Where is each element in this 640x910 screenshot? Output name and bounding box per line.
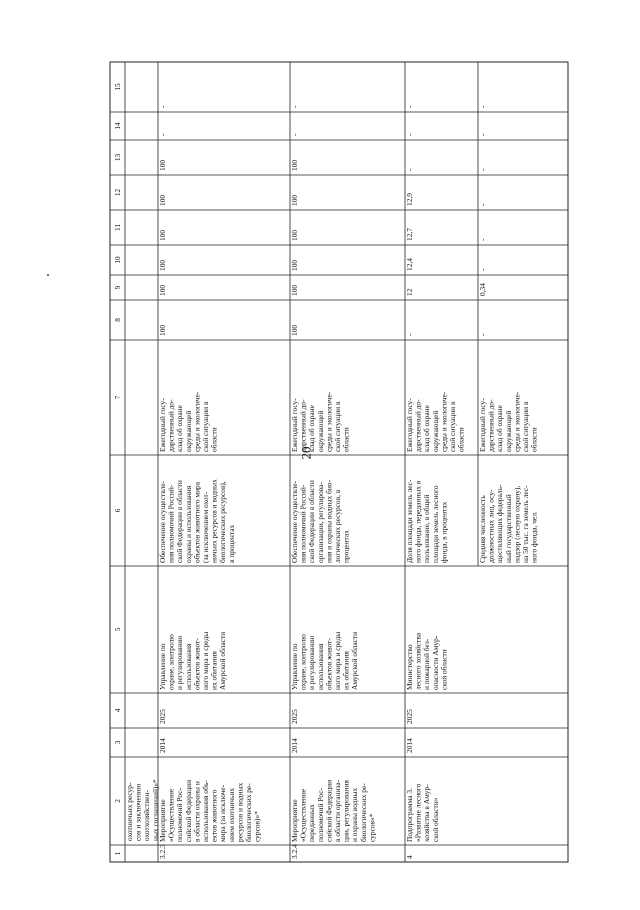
cell-text-line: ской ситуации в [521, 401, 530, 452]
cell-text-line: клад об охране [495, 405, 505, 452]
cell-text-line: 0,34 [478, 283, 487, 296]
cell-text-line: ресурсов и водных [235, 782, 245, 842]
cell-text-line: полномочий Рос- [175, 788, 185, 842]
indicator-value [405, 288, 414, 296]
cell-text-line: и пожарной без- [422, 638, 432, 690]
cell-text-line: 12,4 [405, 258, 414, 271]
cell-text-line: Мероприятие [290, 799, 299, 842]
cell-text-line: «Осуществление [166, 788, 176, 842]
indicator-value [478, 168, 487, 171]
cell-text-line: 100 [290, 194, 299, 206]
indicator-value [405, 105, 414, 108]
cell-text-line: - [478, 168, 487, 171]
cell-text-line: их обитания [209, 651, 219, 690]
cell-text-line: 100 [158, 229, 167, 241]
indicator-value [158, 105, 167, 108]
indicator-value [158, 133, 167, 136]
cell-text-line: должностных лиц, осу- [486, 489, 496, 563]
executor [290, 632, 359, 690]
cell-text-line: 100 [290, 229, 299, 241]
cell-text-line: ных соглашений)»* [150, 779, 160, 841]
cell-text-line: мира (за исключе- [218, 784, 228, 842]
cell-text-line: 12,7 [405, 228, 414, 241]
cell-text-line: - [405, 333, 414, 336]
cell-text-line: «Развитие лесного [413, 783, 423, 842]
cell-text-line: среды и экологиче- [439, 391, 449, 452]
indicator-value [290, 260, 299, 271]
indicator-value [290, 105, 299, 108]
cell-text-line: 12,9 [405, 193, 414, 206]
indicator-value [158, 195, 167, 206]
indicator-value [158, 230, 167, 241]
cell-text-line: охотничьих ресур- [125, 782, 134, 841]
cell-text-line: ния полномочий Россий- [166, 484, 176, 563]
indicator-value [290, 133, 299, 136]
cell-text-line: Подпрограмма 3. [405, 788, 414, 842]
start-year [405, 738, 414, 753]
cell-text-line: 100 [290, 259, 299, 271]
indicator-source [478, 391, 539, 452]
cell-text-line: Ежегодный госу- [478, 398, 487, 452]
indicator-value [405, 193, 414, 206]
row-name [290, 779, 376, 842]
cell-text-line: - [405, 168, 414, 171]
cell-text-line: ния и охраны водных био- [324, 480, 334, 563]
cell-text-line: использования [183, 643, 193, 690]
cell-text-line: - [405, 133, 414, 136]
cell-text-line: биологических ре- [358, 783, 368, 842]
cell-text-line: - [478, 203, 487, 206]
header-number: 5 [114, 627, 122, 632]
cell-text-line: - [290, 133, 299, 136]
cell-text-line: - [478, 268, 487, 271]
row-number [158, 844, 167, 859]
cell-text-line: и охраны водных [350, 787, 360, 842]
indicator-value [405, 168, 414, 171]
indicator-source [290, 391, 351, 452]
cell-text-line: 2025 [158, 709, 167, 724]
cell-text-line: сурсов)»* [252, 811, 262, 842]
cell-text-line: дарственный до- [486, 399, 496, 452]
cell-text-line: Мероприятие [158, 799, 167, 842]
cell-text-line: фонда, в процентах [439, 501, 449, 563]
executor [158, 632, 227, 690]
cell-text-line: в области организа- [333, 779, 342, 842]
cell-text-line: сов и заключению [133, 783, 143, 841]
header-number: 12 [114, 188, 122, 197]
cell-text-line: ного мира и среды [201, 631, 210, 690]
indicator-value [158, 325, 167, 336]
cell-text-line: окружающей [183, 410, 193, 452]
cell-text-line: ществляющих федераль- [495, 484, 505, 563]
cell-text-line: 2025 [290, 709, 299, 724]
cell-text-line: дарственный до- [298, 399, 308, 452]
cell-text-line: - [290, 105, 299, 108]
cell-text-line: 100 [158, 324, 167, 336]
cell-text-line: Обеспечение осуществле- [158, 480, 167, 563]
cell-text-line: 12 [405, 288, 414, 296]
cell-text-line: полномочий Рос- [315, 788, 325, 842]
cell-text-line: процентах [341, 530, 351, 563]
cell-text-line: клад об охране [422, 405, 432, 452]
cell-text-line: охраны и использования [183, 485, 193, 563]
cell-text-line: ской области [439, 649, 449, 690]
cell-text-line: и регулированию [307, 635, 317, 690]
indicator-value [478, 203, 487, 206]
cell-text-line: Амурской области [350, 631, 360, 690]
cell-text-line: пользование, в общей [422, 494, 432, 563]
cell-text-line: ской ситуации в [448, 401, 457, 452]
header-number: 13 [114, 153, 122, 162]
cell-text-line: ской Федерации в области [307, 480, 317, 563]
indicator-value [478, 238, 487, 241]
cell-text-line: и регулированию [175, 635, 185, 690]
cell-text-line: Ежегодный госу- [158, 398, 167, 452]
header-number: 10 [114, 256, 122, 264]
cell-text-line: среды и экологиче- [512, 391, 522, 452]
cell-text-line: ничьих ресурсов и водных [209, 479, 219, 563]
cell-text-line: 3.2.4 [290, 844, 299, 859]
indicator-value [405, 133, 414, 136]
cell-text-line: объектов живот- [192, 638, 202, 690]
cell-text-line: 2025 [405, 709, 414, 724]
cell-text-line: дарственный до- [166, 399, 176, 452]
cell-text-line: нием охотничьих [226, 787, 236, 842]
indicator-value [405, 258, 414, 271]
cell-text-line: использования [315, 643, 325, 690]
cell-text-line: биологических ресурсов), [218, 481, 228, 563]
cell-text-line: ции, регулирования [341, 780, 351, 842]
indicator-value [405, 228, 414, 241]
cell-text-line: Управление по [158, 643, 167, 690]
cell-text-line: 100 [290, 324, 299, 336]
cell-text-line: ного мира и среды [333, 631, 342, 690]
cell-text-line: области [209, 427, 219, 452]
cell-text-line: объектов живот- [324, 638, 334, 690]
cell-text-line: Обеспечение осуществле- [290, 480, 299, 563]
cell-text-line: - [405, 105, 414, 108]
cell-text-line: площади земель лесного [430, 485, 440, 563]
end-year [158, 709, 167, 724]
cell-text-line: ного фонда, чел. [529, 511, 539, 563]
indicator-value [478, 133, 487, 136]
cell-text-line: сурсов»* [367, 813, 377, 842]
cell-text-line: лесного хозяйства [413, 632, 423, 690]
cell-text-line: среды и экологиче- [192, 391, 202, 452]
indicator-name [405, 479, 448, 563]
cell-text-line: окружающей [503, 410, 513, 452]
cell-text-line: переданных [307, 804, 317, 842]
cell-text-line: - [158, 133, 167, 136]
cell-text-line: сийской Федерации [183, 779, 193, 842]
cell-text-line: 100 [158, 159, 167, 171]
cell-text-line: 2014 [290, 738, 299, 753]
cell-text-line: (за исключением охот- [201, 491, 210, 563]
indicator-value [158, 285, 167, 296]
cell-text-line: надзор (лесную охрану), [512, 485, 522, 563]
cell-text-line: 100 [290, 284, 299, 296]
cell-text-line: Амурской области [218, 631, 228, 690]
cell-text-line: логических ресурсов, в [333, 489, 342, 563]
end-year [405, 709, 414, 724]
table-border [110, 62, 568, 862]
cell-text-line: области [341, 427, 351, 452]
cell-text-line: клад об охране [175, 405, 185, 452]
cell-text-line: «Осуществление [298, 788, 308, 842]
cell-text-line: их обитания [341, 651, 351, 690]
indicator-name [158, 479, 236, 563]
page-number: 20 [298, 446, 314, 460]
indicator-value [290, 160, 299, 171]
row-name [158, 780, 262, 842]
cell-text-line: - [478, 333, 487, 336]
header-number: 8 [114, 318, 122, 322]
header-number: 1 [114, 851, 122, 856]
cell-text-line: - [478, 105, 487, 108]
cell-text-line: ской ситуации в [333, 401, 342, 452]
cell-text-line: Ежегодный госу- [290, 398, 299, 452]
indicator-value [290, 285, 299, 296]
header-number: 2 [114, 799, 122, 803]
cell-text-line: Средняя численность [478, 495, 487, 563]
indicator-value [478, 283, 487, 296]
cell-text-line: 100 [158, 194, 167, 206]
row-number [405, 855, 414, 859]
cell-text-line: - [478, 238, 487, 241]
cell-text-line: области [456, 427, 466, 452]
cell-text-line: 100 [158, 259, 167, 271]
cell-text-line: на 50 тыс. га земель лес- [521, 485, 530, 563]
cell-text-line: среды и экологиче- [324, 391, 334, 452]
cell-text-line: объектов животного мира [192, 481, 202, 563]
indicator-value [290, 325, 299, 336]
cell-text-line: ный государственный [503, 494, 513, 563]
row-name [405, 783, 440, 842]
cell-text-line: организации, регулирова- [315, 482, 325, 563]
cell-text-line: Ежегодный госу- [405, 398, 414, 452]
cell-text-line: биологических ре- [244, 783, 253, 842]
cell-text-line: клад об охране [307, 405, 317, 452]
indicator-value [290, 195, 299, 206]
indicator-value [158, 260, 167, 271]
cell-text-line: сийской Федерации [324, 779, 334, 842]
cell-text-line: ектов животного [209, 789, 219, 842]
indicator-source [158, 391, 219, 452]
cell-text-line: ской ситуации в [201, 401, 210, 452]
indicator-value [405, 333, 414, 336]
end-year [290, 709, 299, 724]
header-number: 7 [114, 395, 122, 400]
indicator-value [478, 105, 487, 108]
cell-text-line: Управление по [290, 643, 299, 690]
indicator-source [405, 391, 466, 452]
start-year [290, 738, 299, 753]
cell-text-line: хозяйства в Амур- [422, 784, 432, 842]
cell-text-line: ния полномочий Россий- [298, 484, 308, 563]
cell-text-line: охотхозяйствен- [142, 790, 152, 841]
cell-text-line: ской области» [430, 797, 440, 842]
header-number: 15 [114, 83, 122, 91]
executor [405, 632, 448, 690]
indicator-value [478, 333, 487, 336]
indicator-value [478, 268, 487, 271]
cell-text-line: ской Федерации в области [175, 480, 185, 563]
cell-text-line: Доля площади земель лес- [405, 479, 414, 563]
indicator-value [158, 160, 167, 171]
cell-text-line: - [158, 105, 167, 108]
indicator-name [290, 480, 351, 563]
header-number: 9 [114, 285, 122, 290]
cell-text-line: - [478, 133, 487, 136]
row-number [290, 844, 299, 859]
cell-text-line: охране, контролю [166, 634, 176, 690]
cell-text-line: 4 [405, 855, 414, 859]
cell-text-line: 2014 [405, 738, 414, 753]
cell-text-line: окружающей [315, 410, 325, 452]
cell-text-line: 3.2.3 [158, 844, 167, 859]
start-year [158, 738, 167, 753]
cell-text-line: окружающей [430, 410, 440, 452]
cell-text-line: Министерство [405, 644, 414, 690]
header-number: 3 [114, 740, 122, 745]
cell-text-line: области [529, 427, 539, 452]
header-number: 4 [114, 708, 122, 713]
header-number: 14 [114, 122, 122, 130]
cell-text-line: использования объ- [201, 780, 210, 842]
cell-text-line: 100 [290, 159, 299, 171]
header-number: 11 [114, 224, 122, 231]
cont-text [125, 779, 160, 841]
cell-text-line: 2014 [158, 738, 167, 753]
cell-text-line: 100 [158, 284, 167, 296]
cell-text-line: охране, контролю [298, 634, 308, 690]
cell-text-line: в процентах [226, 524, 236, 563]
cell-text-line: дарственный до- [413, 399, 423, 452]
cell-text-line: в области охраны и [192, 781, 202, 842]
indicator-value [290, 230, 299, 241]
indicator-name [478, 484, 539, 563]
cell-text-line: ного фонда, переданных в [413, 480, 423, 563]
header-number: 6 [114, 508, 122, 513]
cell-text-line: опасности Амур- [430, 635, 440, 690]
